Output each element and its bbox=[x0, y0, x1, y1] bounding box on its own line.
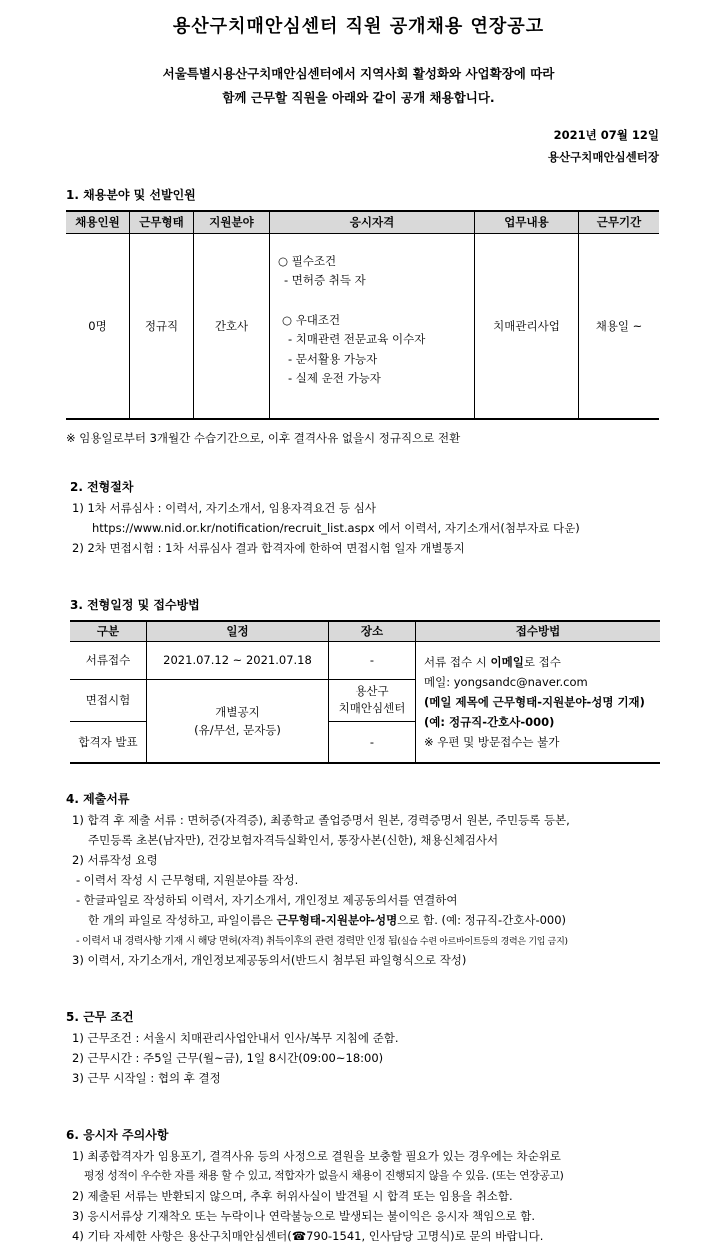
schedule-interview: 개별공지 (유/무선, 문자등) bbox=[147, 679, 329, 763]
preferred-item: - 치매관련 전문교육 이수자 bbox=[288, 332, 426, 346]
schedule-place: 용산구 치매안심센터 bbox=[329, 679, 416, 721]
col-header: 일정 bbox=[147, 621, 329, 641]
notice-date: 2021년 07월 12일 bbox=[553, 128, 659, 142]
section4-line: - 한글파일로 작성하되 이력서, 자기소개서, 개인정보 제공동의서를 연결하여 bbox=[76, 893, 458, 907]
recruit-link[interactable]: https://www.nid.or.kr/notification/recruit_list.aspx 에서 이력서, 자기소개서(첨부자료 다운) bbox=[92, 521, 580, 535]
section1-heading: 1. 채용분야 및 선발인원 bbox=[66, 188, 196, 202]
col-header: 응시자격 bbox=[270, 211, 475, 233]
schedule-place: - bbox=[329, 721, 416, 763]
notice-issuer: 용산구치매안심센터장 bbox=[547, 150, 659, 164]
section5-line: 1) 근무조건 : 서울시 치매관리사업안내서 인사/복무 지침에 준함. bbox=[72, 1031, 399, 1045]
section5-line: 3) 근무 시작일 : 협의 후 결정 bbox=[72, 1071, 221, 1085]
recruit-work: 치매관리사업 bbox=[475, 233, 579, 419]
section4-line: 한 개의 파일로 작성하고, 파일이름은 근무형태-지원분야-성명으로 함. (예: 정규직-간호사-000) bbox=[88, 913, 567, 927]
intro-line-1: 서울특별시용산구치매안심센터에서 지역사회 활성화와 사업확장에 따라 bbox=[162, 66, 555, 81]
preferred-title: ○ 우대조건 bbox=[282, 312, 341, 327]
section6-line: 3) 응시서류상 기재착오 또는 누락이나 연락불능으로 발생되는 불이익은 응시자 책임으로 함. bbox=[72, 1209, 536, 1223]
section3-heading: 3. 전형일정 및 접수방법 bbox=[70, 598, 200, 612]
section6-heading: 6. 응시자 주의사항 bbox=[66, 1128, 169, 1142]
col-header: 구분 bbox=[70, 621, 147, 641]
method-example: (예: 정규직-간호사-000) bbox=[424, 714, 555, 729]
col-header: 근무형태 bbox=[130, 211, 194, 233]
schedule-label: 면접시험 bbox=[70, 679, 147, 721]
section6-line: 1) 최종합격자가 임용포기, 결격사유 등의 사정으로 결원을 보충할 필요가 있는 경우에는 차순위로 bbox=[72, 1149, 561, 1163]
date-block bbox=[548, 124, 659, 168]
page-title: 용산구치매안심센터 직원 공개채용 연장공고 bbox=[172, 16, 545, 37]
required-title: ○ 필수조건 bbox=[278, 253, 337, 268]
schedule-table bbox=[70, 620, 660, 764]
recruit-table bbox=[66, 210, 659, 420]
col-header: 업무내용 bbox=[475, 211, 579, 233]
section4-line: 주민등록 초본(남자만), 건강보험자격득실확인서, 통장사본(신한), 채용신체검사서 bbox=[88, 833, 499, 847]
preferred-item: - 실제 운전 가능자 bbox=[288, 371, 381, 385]
method-line: 서류 접수 시 이메일로 접수 bbox=[424, 654, 561, 669]
qualification-cell bbox=[270, 233, 475, 419]
required-item: - 면허증 취득 자 bbox=[284, 273, 366, 287]
schedule-label: 서류접수 bbox=[70, 641, 147, 679]
recruit-count: 0명 bbox=[66, 233, 130, 419]
section5-line: 2) 근무시간 : 주5일 근무(월~금), 1일 8시간(09:00~18:00) bbox=[72, 1051, 384, 1065]
recruit-period: 채용일 ~ bbox=[579, 233, 660, 419]
section5-heading: 5. 근무 조건 bbox=[66, 1010, 134, 1024]
schedule-label: 합격자 발표 bbox=[70, 721, 147, 763]
col-header: 지원분야 bbox=[194, 211, 270, 233]
method-note: ※ 우편 및 방문접수는 불가 bbox=[424, 734, 560, 749]
schedule-place: - bbox=[329, 641, 416, 679]
section4-line: - 이력서 작성 시 근무형태, 지원분야를 작성. bbox=[76, 873, 299, 887]
method-subject: (메일 제목에 근무형태-지원분야-성명 기재) bbox=[424, 694, 645, 709]
section4-line: - 이력서 내 경력사항 기재 시 해당 면허(자격) 취득이후의 관련 경력만 인정 됨(실습 수련 아르바이트등의 경력은 기입 금지) bbox=[76, 936, 568, 947]
intro-line-2: 함께 근무할 직원을 아래와 같이 공개 채용합니다. bbox=[222, 90, 495, 105]
section4-line: 2) 서류작성 요령 bbox=[72, 853, 158, 867]
section1-note: ※ 임용일로부터 3개월간 수습기간으로, 이후 결격사유 없을시 정규직으로 전환 bbox=[66, 431, 461, 445]
section2-heading: 2. 전형절차 bbox=[70, 480, 134, 494]
preferred-item: - 문서활용 가능자 bbox=[288, 351, 378, 366]
section2-line: 1) 1차 서류심사 : 이력서, 자기소개서, 임용자격요건 등 심사 bbox=[72, 501, 376, 515]
col-header: 채용인원 bbox=[66, 211, 130, 233]
section6-line: 2) 제출된 서류는 반환되지 않으며, 추후 허위사실이 발견될 시 합격 또는 임용을 취소함. bbox=[72, 1189, 513, 1203]
col-header: 장소 bbox=[329, 621, 416, 641]
email-emphasis: 이메일 bbox=[490, 654, 524, 669]
section4-line: 3) 이력서, 자기소개서, 개인정보제공동의서(반드시 첨부된 파일형식으로 작성) bbox=[72, 953, 467, 967]
section2-line: 2) 2차 면접시험 : 1차 서류심사 결과 합격자에 한하여 면접시험 일자 개별통지 bbox=[72, 541, 465, 555]
section6-line: 4) 기타 자세한 사항은 용산구치매안심센터(☎790-1541, 인사담당 고명식)로 문의 바랍니다. bbox=[72, 1229, 544, 1243]
method-email: 메일: yongsandc@naver.com bbox=[424, 674, 588, 689]
schedule-date: 2021.07.12 ~ 2021.07.18 bbox=[147, 641, 329, 679]
section4-heading: 4. 제출서류 bbox=[66, 792, 130, 806]
recruit-field: 간호사 bbox=[194, 233, 270, 419]
section6-line: 평정 성적이 우수한 자를 채용 할 수 있고, 적합자가 없을시 채용이 진행되지 않을 수 있음. (또는 연장공고) bbox=[84, 1169, 564, 1182]
col-header: 접수방법 bbox=[416, 621, 661, 641]
submission-method bbox=[416, 641, 661, 763]
section4-line: 1) 합격 후 제출 서류 : 면허증(자격증), 최종학교 졸업증명서 원본, 경력증명서 원본, 주민등록 등본, bbox=[72, 813, 570, 827]
col-header: 근무기간 bbox=[579, 211, 660, 233]
recruit-type: 정규직 bbox=[130, 233, 194, 419]
filename-format: 근무형태-지원분야-성명 bbox=[276, 913, 398, 927]
